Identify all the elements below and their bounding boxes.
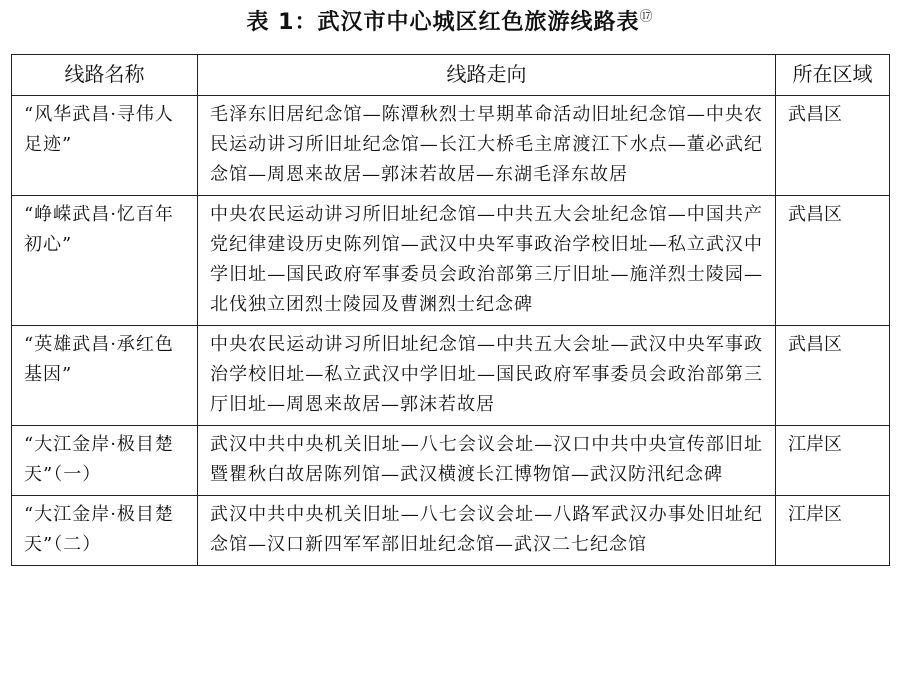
- district-cell: 江岸区: [776, 426, 890, 496]
- header-district: 所在区域: [776, 55, 890, 96]
- district-cell: 武昌区: [776, 196, 890, 326]
- route-path-cell: 武汉中共中央机关旧址—八七会议会址—汉口中共中央宣传部旧址暨瞿秋白故居陈列馆—武汉横渡长江博物馆—武汉防汛纪念碑: [198, 426, 776, 496]
- header-route-name: 线路名称: [12, 55, 198, 96]
- header-route-path: 线路走向: [198, 55, 776, 96]
- table-row: [12, 196, 890, 326]
- table-row: [12, 496, 890, 566]
- route-name-cell: “风华武昌·寻伟人足迹”: [12, 96, 198, 196]
- route-name-cell: “大江金岸·极目楚天”（一）: [12, 426, 198, 496]
- route-path-cell: 武汉中共中央机关旧址—八七会议会址—八路军武汉办事处旧址纪念馆—汉口新四军军部旧址纪念馆—武汉二七纪念馆: [198, 496, 776, 566]
- red-tourism-routes-table: [11, 54, 890, 566]
- route-name-cell: “大江金岸·极目楚天”（二）: [12, 496, 198, 566]
- caption-text: 表 1：武汉市中心城区红色旅游线路表: [246, 10, 640, 35]
- header-row: [12, 55, 890, 96]
- route-name-cell: “峥嵘武昌·忆百年初心”: [12, 196, 198, 326]
- footnote-mark: ⑰: [639, 9, 654, 25]
- route-path-cell: 中央农民运动讲习所旧址纪念馆—中共五大会址—武汉中央军事政治学校旧址—私立武汉中学旧址—国民政府军事委员会政治部第三厅旧址—周恩来故居—郭沫若故居: [198, 326, 776, 426]
- district-cell: 武昌区: [776, 326, 890, 426]
- district-cell: 江岸区: [776, 496, 890, 566]
- table-row: [12, 426, 890, 496]
- table-row: [12, 96, 890, 196]
- route-path-cell: 毛泽东旧居纪念馆—陈潭秋烈士早期革命活动旧址纪念馆—中央农民运动讲习所旧址纪念馆—长江大桥毛主席渡江下水点—董必武纪念馆—周恩来故居—郭沫若故居—东湖毛泽东故居: [198, 96, 776, 196]
- table-row: [12, 326, 890, 426]
- route-path-cell: 中央农民运动讲习所旧址纪念馆—中共五大会址纪念馆—中国共产党纪律建设历史陈列馆—武汉中央军事政治学校旧址—私立武汉中学旧址—国民政府军事委员会政治部第三厅旧址—施洋烈士陵园—北伐独立团烈士陵园及曹渊烈士纪念碑: [198, 196, 776, 326]
- district-cell: 武昌区: [776, 96, 890, 196]
- table-caption: [0, 6, 900, 40]
- route-name-cell: “英雄武昌·承红色基因”: [12, 326, 198, 426]
